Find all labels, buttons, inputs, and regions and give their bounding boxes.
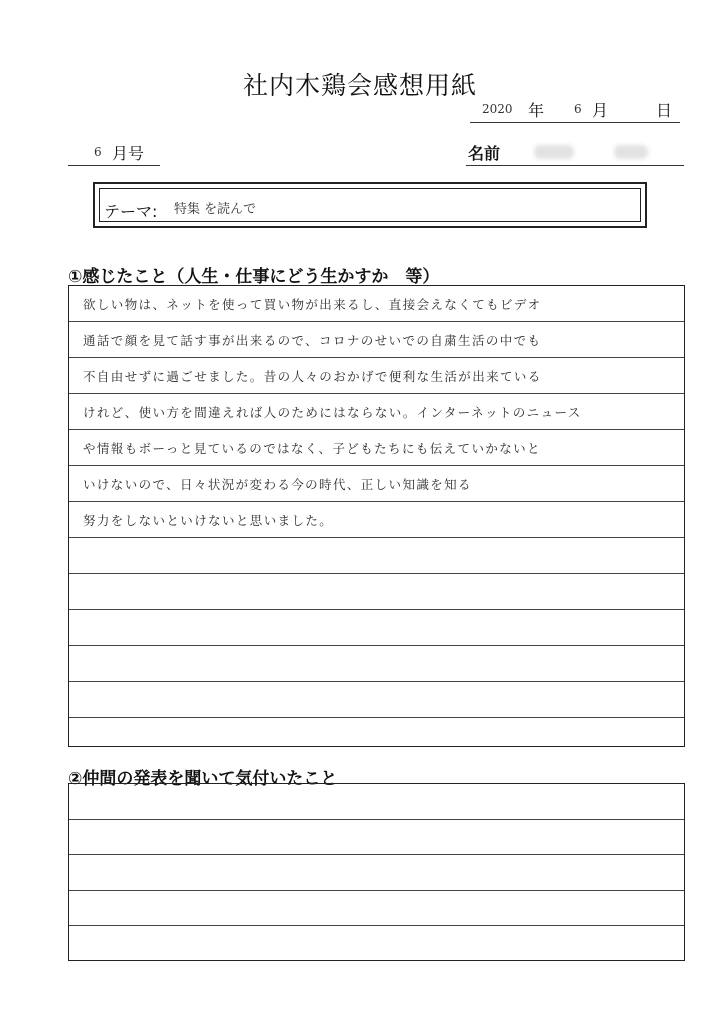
page-title: 社内木鶏会感想用紙: [242, 71, 477, 100]
section2-writing-area[interactable]: [68, 783, 685, 961]
theme-field[interactable]: [99, 188, 641, 222]
ruled-line[interactable]: [69, 358, 684, 394]
issue-field[interactable]: [68, 141, 160, 166]
ruled-line[interactable]: [69, 784, 684, 820]
section1-writing-area[interactable]: [68, 285, 685, 747]
handwritten-line-text: 努力をしないといけないと思いました。: [83, 513, 334, 528]
date-year-label: 年: [528, 101, 545, 120]
date-field[interactable]: [470, 96, 680, 123]
ruled-line[interactable]: [69, 682, 684, 718]
redacted-name-part: [614, 145, 648, 159]
handwritten-line-text: けれど、使い方を間違えれば人のためにはならない。インターネットのニュース: [83, 405, 582, 420]
handwritten-line-text: 通話で顔を見て話す事が出来るので、コロナのせいでの自粛生活の中でも: [83, 333, 542, 348]
ruled-line[interactable]: [69, 322, 684, 358]
section2-heading: ②仲間の発表を聞いて気付いたこと: [68, 769, 338, 789]
name-label: 名前: [468, 144, 501, 163]
theme-text: 特集 を読んで: [174, 202, 257, 217]
issue-label: 月号: [112, 144, 145, 163]
section1-heading: ①感じたこと（人生・仕事にどう生かすか 等）: [68, 267, 440, 287]
theme-box: [93, 182, 647, 228]
ruled-line[interactable]: [69, 646, 684, 682]
ruled-line[interactable]: [69, 466, 684, 502]
handwritten-line-text: や情報もボーっと見ているのではなく、子どもたちにも伝えていかないと: [83, 441, 541, 456]
ruled-line[interactable]: [69, 820, 684, 856]
ruled-line[interactable]: [69, 502, 684, 538]
theme-label: テーマ:: [104, 202, 158, 221]
issue-month-value: 6: [94, 145, 102, 159]
redacted-name-part: [534, 145, 574, 159]
date-month-value: 6: [574, 102, 582, 116]
handwritten-line-text: 欲しい物は、ネットを使って買い物が出来るし、直接会えなくてもビデオ: [83, 297, 542, 312]
ruled-line[interactable]: [69, 891, 684, 927]
ruled-line[interactable]: [69, 538, 684, 574]
ruled-line[interactable]: [69, 855, 684, 891]
date-year-value: 2020: [482, 102, 513, 116]
ruled-line[interactable]: [69, 394, 684, 430]
ruled-line[interactable]: [69, 718, 684, 754]
ruled-line[interactable]: [69, 926, 684, 962]
ruled-line[interactable]: [69, 574, 684, 610]
handwritten-line-text: いけないので、日々状況が変わる今の時代、正しい知識を知る: [83, 477, 472, 492]
name-field[interactable]: [466, 139, 684, 166]
ruled-line[interactable]: [69, 430, 684, 466]
date-month-label: 月: [592, 101, 609, 120]
ruled-line[interactable]: [69, 286, 684, 322]
ruled-line[interactable]: [69, 610, 684, 646]
handwritten-line-text: 不自由せずに過ごせました。昔の人々のおかげで便利な生活が出来ている: [83, 369, 542, 384]
date-day-label: 日: [656, 101, 673, 120]
